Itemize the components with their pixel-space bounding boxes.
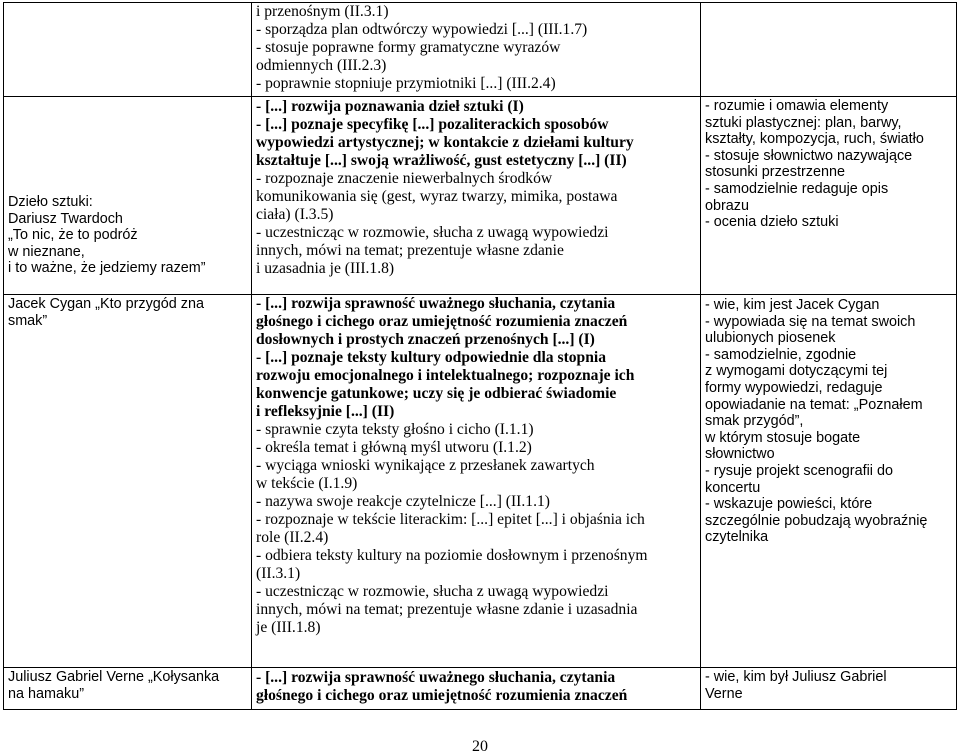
- outcome-line: czytelnika: [705, 529, 769, 546]
- work-cell: [4, 668, 252, 710]
- work-title-line: Dariusz Twardoch: [8, 210, 123, 227]
- work-cell: [4, 295, 252, 668]
- outcome-line: opowiadanie na temat: „Poznałem: [705, 396, 923, 413]
- outcome-line: koncertu: [705, 479, 761, 496]
- work-title-line: smak”: [8, 312, 48, 329]
- outcome-line: w którym stosuje bogate: [705, 429, 861, 446]
- outcome-line: - ocenia dzieło sztuki: [705, 214, 839, 231]
- requirement-line: i uzasadnia je (III.1.8): [256, 260, 395, 277]
- table-row: [4, 295, 957, 668]
- outcome-line: - wie, kim jest Jacek Cygan: [705, 297, 880, 313]
- outcome-line: ulubionych piosenek: [705, 330, 836, 347]
- outcomes-cell: [701, 295, 957, 668]
- curriculum-table: [3, 2, 957, 710]
- outcome-line: - wie, kim był Juliusz Gabriel: [705, 669, 887, 685]
- table-row: [4, 3, 957, 97]
- requirement-line: je (III.1.8): [256, 619, 321, 636]
- outcome-line: kształty, kompozycja, ruch, światło: [705, 131, 924, 148]
- requirements-cell: [252, 97, 701, 295]
- requirement-line: - sporządza plan odtwórczy wypowiedzi [...] (III.1.7): [256, 21, 588, 38]
- requirement-line: głośnego i cichego oraz umiejętność rozumienia znaczeń: [256, 313, 628, 330]
- outcomes-cell: [701, 97, 957, 295]
- outcome-line: formy wypowiedzi, redaguje: [705, 379, 883, 396]
- outcome-line: słownictwo: [705, 446, 775, 463]
- work-title-line: w nieznane,: [8, 243, 85, 260]
- work-title-line: Jacek Cygan „Kto przygód zna: [8, 296, 204, 312]
- outcomes-cell: [701, 668, 957, 710]
- requirement-line: - uczestnicząc w rozmowie, słucha z uwagą wypowiedzi: [256, 583, 609, 600]
- requirement-line: rozwoju emocjonalnego i intelektualnego; rozpoznaje ich: [256, 367, 635, 384]
- outcome-line: szczególnie pobudzają wyobraźnię: [705, 512, 928, 529]
- work-cell: [4, 97, 252, 295]
- requirement-line: - [...] rozwija sprawność uważnego słuchania, czytania: [256, 295, 616, 312]
- requirement-line: - sprawnie czyta teksty głośno i cicho (I.1.1): [256, 421, 534, 438]
- requirement-line: - poprawnie stopniuje przymiotniki [...] (III.2.4): [256, 75, 556, 92]
- outcome-line: stosunki przestrzenne: [705, 164, 845, 181]
- outcome-line: sztuki plastycznej: plan, barwy,: [705, 114, 902, 131]
- requirement-line: - odbiera teksty kultury na poziomie dosłownym i przenośnym: [256, 547, 648, 564]
- requirements-cell: [252, 668, 701, 710]
- table-row: [4, 668, 957, 710]
- requirement-line: - rozpoznaje znaczenie niewerbalnych środków: [256, 170, 553, 187]
- table-row: [4, 97, 957, 295]
- requirement-line: - uczestnicząc w rozmowie, słucha z uwagą wypowiedzi: [256, 224, 609, 241]
- outcome-line: smak przygód”,: [705, 413, 804, 430]
- outcome-line: - rysuje projekt scenografii do: [705, 462, 893, 479]
- outcomes-cell: [701, 3, 957, 97]
- outcome-line: - stosuje słownictwo nazywające: [705, 147, 913, 164]
- page-number: 20: [472, 738, 488, 755]
- work-cell: [4, 3, 252, 97]
- requirement-line: - wyciąga wnioski wynikające z przesłanek zawartych: [256, 457, 595, 474]
- outcome-line: Verne: [705, 685, 743, 702]
- work-title-line: Juliusz Gabriel Verne „Kołysanka: [8, 669, 220, 685]
- requirement-line: głośnego i cichego oraz umiejętność rozumienia znaczeń: [256, 687, 628, 704]
- outcome-line: - rozumie i omawia elementy: [705, 98, 889, 114]
- work-title-line: „To nic, że to podróż: [8, 227, 138, 244]
- requirement-line: w tekście (I.1.9): [256, 475, 358, 492]
- requirement-line: - [...] poznaje specyfikę [...] pozaliterackich sposobów: [256, 116, 609, 133]
- work-title-line: Dzieło sztuki:: [8, 194, 93, 210]
- requirement-line: - [...] poznaje teksty kultury odpowiednie dla stopnia: [256, 349, 607, 366]
- requirement-line: komunikowania się (gest, wyraz twarzy, mimika, postawa: [256, 188, 618, 205]
- outcome-line: - wskazuje powieści, które: [705, 496, 873, 513]
- requirement-line: innych, mówi na temat; prezentuje własne zdanie i uzasadnia: [256, 601, 638, 618]
- requirement-line: - rozpoznaje w tekście literackim: [...] epitet [...] i objaśnia ich: [256, 511, 645, 528]
- requirement-line: - określa temat i główną myśl utworu (I.1.2): [256, 439, 532, 456]
- requirement-line: - [...] rozwija sprawność uważnego słuchania, czytania: [256, 669, 616, 686]
- outcome-line: obrazu: [705, 197, 750, 214]
- requirements-cell: [252, 3, 701, 97]
- outcome-line: - samodzielnie, zgodnie: [705, 346, 857, 363]
- requirement-line: i przenośnym (II.3.1): [256, 3, 389, 20]
- requirement-line: ciała) (I.3.5): [256, 206, 334, 223]
- work-title-line: i to ważne, że jedziemy razem”: [8, 260, 206, 277]
- requirement-line: - [...] rozwija poznawania dzieł sztuki (I): [256, 98, 524, 115]
- requirement-line: (II.3.1): [256, 565, 301, 582]
- requirement-line: - nazywa swoje reakcje czytelnicze [...] (II.1.1): [256, 493, 550, 510]
- outcome-line: - wypowiada się na temat swoich: [705, 313, 916, 330]
- requirement-line: i refleksyjnie [...] (II): [256, 403, 395, 420]
- requirement-line: role (II.2.4): [256, 529, 329, 546]
- outcome-line: - samodzielnie redaguje opis: [705, 180, 889, 197]
- requirement-line: - stosuje poprawne formy gramatyczne wyrazów: [256, 39, 561, 56]
- requirement-line: innych, mówi na temat; prezentuje własne zdanie: [256, 242, 564, 259]
- requirement-line: konwencje gatunkowe; uczy się je odbierać świadomie: [256, 385, 617, 402]
- outcome-line: z wymogami dotyczącymi tej: [705, 363, 888, 380]
- requirement-line: dosłownych i prostych znaczeń przenośnych [...] (I): [256, 331, 595, 348]
- requirement-line: kształtuje [...] swoją wrażliwość, gust estetyczny [...] (II): [256, 152, 627, 169]
- work-title-line: na hamaku”: [8, 685, 84, 702]
- requirement-line: wypowiedzi artystycznej; w kontakcie z dziełami kultury: [256, 134, 634, 151]
- requirement-line: odmiennych (III.2.3): [256, 57, 387, 74]
- requirements-cell: [252, 295, 701, 668]
